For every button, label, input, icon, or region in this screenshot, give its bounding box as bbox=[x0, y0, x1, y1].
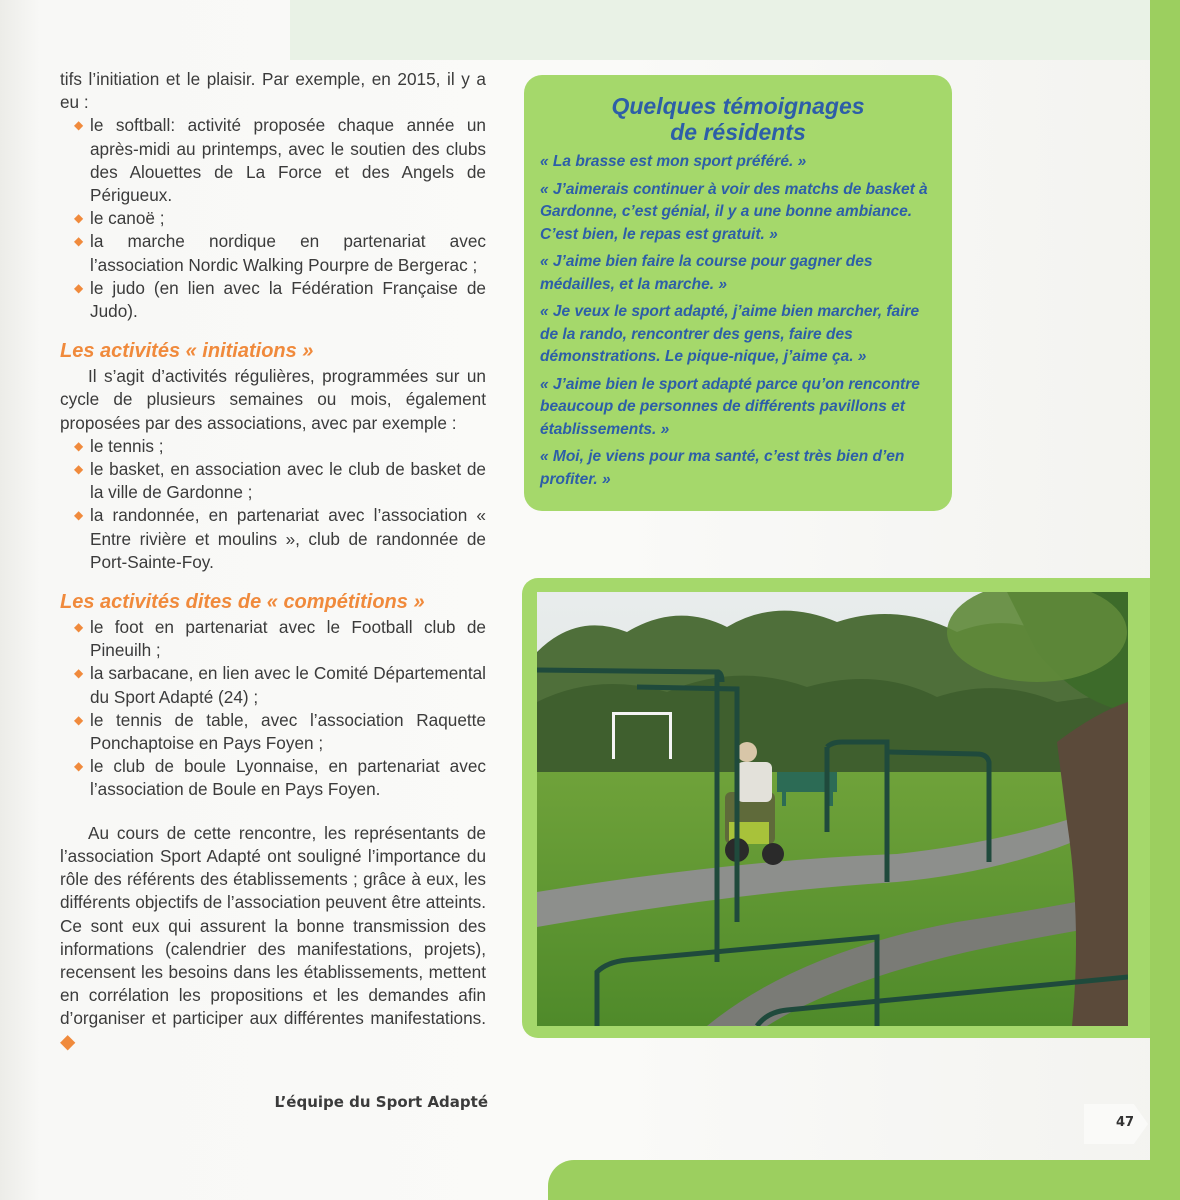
testimonial-quote: « Je veux le sport adapté, j’aime bien marcher, faire de la rando, rencontrer des gens, faire des démonstrations. Le pique-nique, j’aime ça. » bbox=[540, 303, 920, 365]
list-item: ◆ la sarbacane, en lien avec le Comité Départemental du Sport Adapté (24) ; bbox=[90, 662, 486, 708]
signature: L’équipe du Sport Adapté bbox=[274, 1093, 488, 1111]
park-wheelchair-photo bbox=[537, 592, 1128, 1026]
right-green-border bbox=[1150, 0, 1180, 1200]
list-item: ◆ le club de boule Lyonnaise, en partenariat avec l’association de Boule en Pays Foyen. bbox=[90, 755, 486, 801]
list-item: ◆ le softball: activité proposée chaque année un après-midi au printemps, avec le soutien des clubs des Alouettes de La Force et des Angels de Périgueux. bbox=[90, 114, 486, 207]
list-item: ◆ le tennis ; bbox=[90, 435, 486, 458]
section-title-competitions: Les activités dites de « compétitions » bbox=[60, 591, 425, 614]
top-band-decoration bbox=[290, 0, 1180, 60]
list-item: ◆ la randonnée, en partenariat avec l’association « Entre rivière et moulins », club de randonnée de Port-Sainte-Foy. bbox=[90, 504, 486, 574]
testimonial-quote: « J’aime bien faire la course pour gagner des médailles, et la marche. » bbox=[540, 253, 873, 293]
list-item: ◆ la marche nordique en partenariat avec l’association Nordic Walking Pourpre de Bergerac ; bbox=[90, 230, 486, 276]
testimonials-title-line1: Quelques témoignages bbox=[611, 93, 865, 119]
initiations-intro: Il s’agit d’activités régulières, programmées sur un cycle de plusieurs semaines ou mois, également proposées par des associations, avec par exemple : bbox=[60, 366, 486, 433]
list-item: ◆ le basket, en association avec le club de basket de la ville de Gardonne ; bbox=[90, 458, 486, 504]
article-left-column bbox=[60, 68, 486, 1054]
list-item: ◆ le judo (en lien avec la Fédération Française de Judo). bbox=[90, 277, 486, 323]
intro-activity-list bbox=[60, 114, 486, 323]
page-number: 47 bbox=[1116, 1115, 1135, 1130]
testimonials-title-line2: de résidents bbox=[670, 119, 806, 145]
bottom-green-band bbox=[548, 1160, 1180, 1200]
intro-paragraph-tail: tifs l’initiation et le plaisir. Par exemple, en 2015, il y a eu : bbox=[60, 69, 486, 113]
conclusion-paragraph bbox=[60, 822, 486, 1054]
end-diamond-icon: ◆ bbox=[60, 1030, 76, 1053]
list-item: ◆ le tennis de table, avec l’association Raquette Ponchaptoise en Pays Foyen ; bbox=[90, 709, 486, 755]
testimonial-quotes bbox=[524, 151, 952, 491]
testimonial-quote: « Moi, je viens pour ma santé, c’est très bien d’en profiter. » bbox=[540, 448, 905, 488]
testimonials-title bbox=[524, 93, 952, 145]
list-item: ◆ le canoë ; bbox=[90, 207, 486, 230]
conclusion-text: Au cours de cette rencontre, les représentants de l’association Sport Adapté ont souligné l’importance du rôle des référents des établissements ; grâce à eux, les différents objectifs de l’association peuvent être atteints. Ce sont eux qui assurent la bonne transmission des informations (calendrier des manifestations, projets), recensent les besoins dans les établissements, mettent en corrélation les propositions et les demandes afin d’organiser et participer aux différentes manifestations. bbox=[60, 822, 486, 1029]
testimonial-quote: « J’aime bien le sport adapté parce qu’on rencontre beaucoup de personnes de différents pavillons et établissements. » bbox=[540, 375, 920, 438]
testimonial-quote: « La brasse est mon sport préféré. » bbox=[540, 153, 807, 170]
initiations-list bbox=[60, 435, 486, 574]
testimonial-quote: « J’aimerais continuer à voir des matchs de basket à Gardonne, c’est génial, il y a une bonne ambiance. C’est bien, le repas est gratuit. » bbox=[540, 180, 928, 243]
testimonials-box bbox=[524, 75, 952, 511]
list-item: ◆ le foot en partenariat avec le Football club de Pineuilh ; bbox=[90, 616, 486, 662]
section-title-initiations: Les activités « initiations » bbox=[60, 340, 314, 363]
competitions-list bbox=[60, 616, 486, 802]
